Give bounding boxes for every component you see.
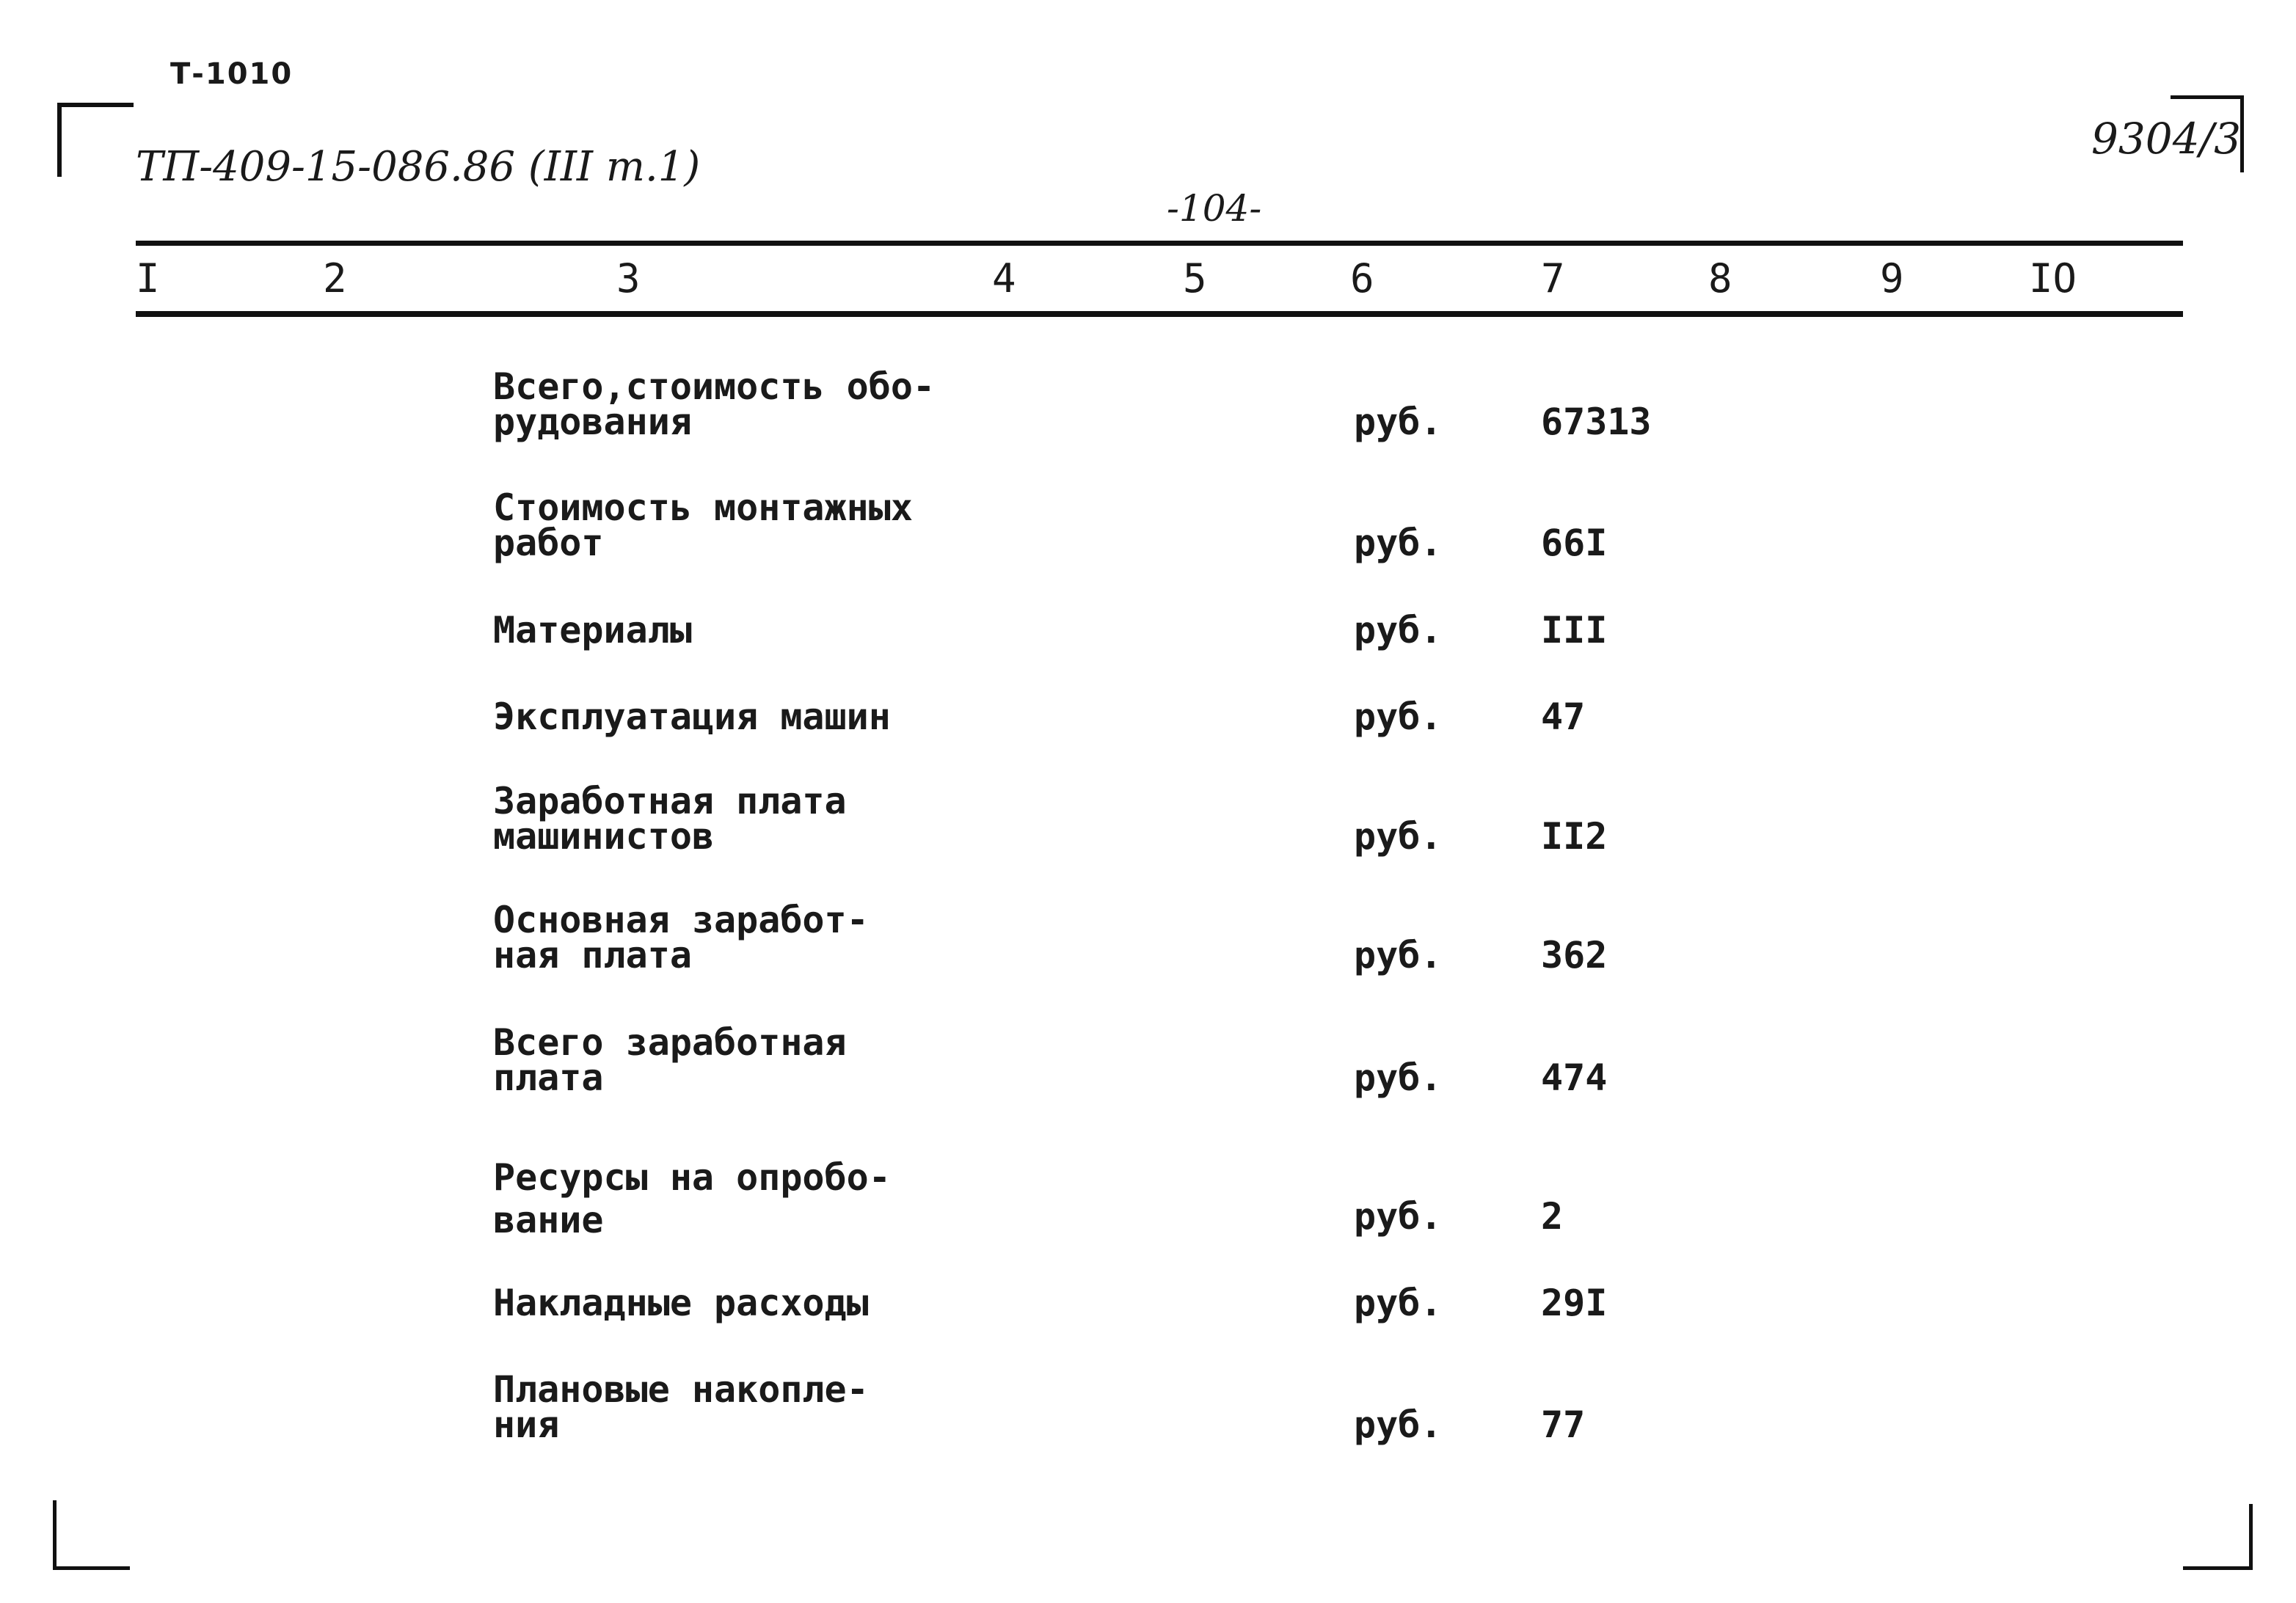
row-label: Всего,стоимость обо- рудования	[493, 365, 936, 443]
header-bottom-rule	[136, 311, 2183, 317]
row-label: Ресурсы на опробо- вание	[493, 1156, 891, 1241]
row-value: II2	[1541, 815, 1608, 858]
row-unit: руб.	[1354, 1195, 1443, 1238]
row-unit: руб.	[1354, 1403, 1443, 1446]
column-number: 8	[1708, 255, 1732, 302]
row-label: Материалы	[493, 609, 692, 651]
archive-number: 9304/3	[2091, 114, 2242, 164]
row-value: 2	[1541, 1195, 1564, 1238]
row-label: Накладные расходы	[493, 1282, 869, 1324]
row-value: 474	[1541, 1056, 1608, 1099]
row-unit: руб.	[1354, 695, 1443, 738]
row-label: Плановые накопле- ния	[493, 1368, 869, 1446]
column-number: 3	[616, 255, 641, 302]
column-number: 7	[1541, 255, 1565, 302]
row-label: Основная заработ- ная плата	[493, 899, 869, 976]
row-value: 77	[1541, 1403, 1586, 1446]
row-value: 29I	[1541, 1282, 1608, 1324]
row-unit: руб.	[1354, 522, 1443, 564]
row-value: 47	[1541, 695, 1586, 738]
corner-mark-bottom-left	[53, 1500, 130, 1570]
row-label: Всего заработная плата	[493, 1021, 847, 1099]
column-number: 6	[1350, 255, 1374, 302]
row-value: 362	[1541, 934, 1608, 976]
row-value: 67313	[1541, 401, 1652, 443]
stamp-code: Т-1010	[170, 57, 294, 91]
row-label: Заработная плата машинистов	[493, 780, 847, 858]
column-number: 4	[992, 255, 1016, 302]
column-number: 9	[1880, 255, 1904, 302]
row-unit: руб.	[1354, 401, 1443, 443]
row-unit: руб.	[1354, 815, 1443, 858]
column-number: IO	[2029, 255, 2077, 302]
row-value: III	[1541, 609, 1608, 651]
row-label: Стоимость монтажных работ	[493, 486, 913, 564]
column-number: 5	[1183, 255, 1207, 302]
column-number: I	[136, 255, 160, 302]
row-value: 66I	[1541, 522, 1608, 564]
row-unit: руб.	[1354, 609, 1443, 651]
row-unit: руб.	[1354, 1056, 1443, 1099]
corner-mark-bottom-right	[2183, 1504, 2253, 1570]
row-label: Эксплуатация машин	[493, 695, 891, 738]
row-unit: руб.	[1354, 934, 1443, 976]
header-top-rule	[136, 241, 2183, 246]
column-number: 2	[323, 255, 347, 302]
document-number: ТП-409-15-086.86 (III т.1)	[136, 143, 701, 191]
page-number: -104-	[1167, 187, 1262, 230]
row-unit: руб.	[1354, 1282, 1443, 1324]
corner-mark-top-left	[57, 103, 134, 177]
